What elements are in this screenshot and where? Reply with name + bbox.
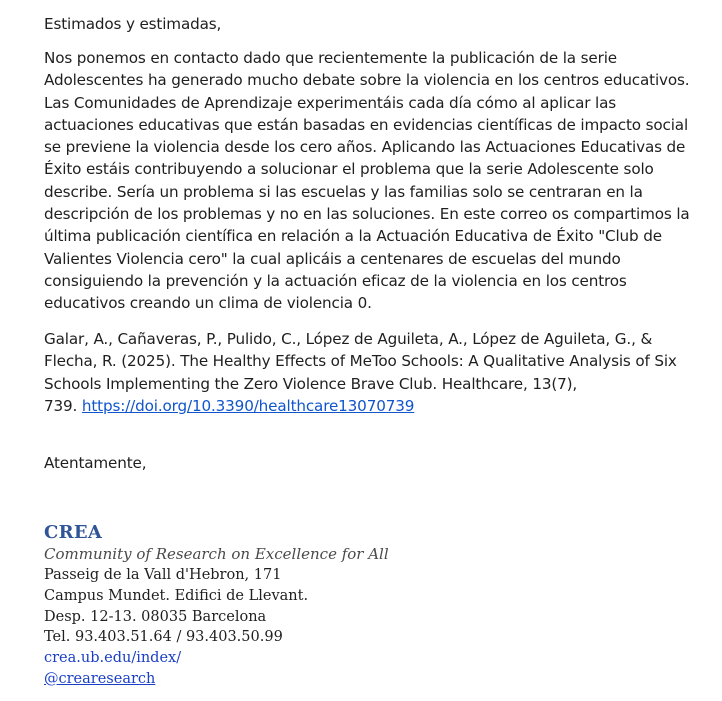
email-body [44, 47, 714, 315]
body-line: descripción de los problemas y no en las soluciones. En este correo os compartimos la [44, 205, 690, 224]
body-line: Éxito estáis contribuyendo a solucionar el problema que la serie Adolescente solo [44, 160, 654, 179]
signature-website-link[interactable]: crea.ub.edu/index/ [44, 650, 182, 667]
body-line: se previene la violencia desde los cero años. Aplicando las Actuaciones Educativas de [44, 138, 686, 157]
signature-address-line: Campus Mundet. Edifici de Llevant. [44, 587, 309, 604]
body-line: educativos creando un clima de violencia 0. [44, 294, 372, 313]
email-greeting: Estimados y estimadas, [44, 15, 222, 33]
email-signature [44, 522, 389, 690]
body-line: Nos ponemos en contacto dado que recientemente la publicación de la serie [44, 49, 617, 67]
signature-tagline: Community of Research on Excellence for All [44, 545, 389, 563]
body-line: Las Comunidades de Aprendizaje experimentáis cada día cómo al aplicar las [44, 93, 617, 112]
body-line: última publicación científica en relación a la Actuación Educativa de Éxito "Club de [44, 227, 662, 246]
signature-phone: Tel. 93.403.51.64 / 93.403.50.99 [44, 629, 283, 646]
body-line: Adolescentes ha generado mucho debate sobre la violencia en los centros educativos. [44, 71, 690, 90]
citation-line: Flecha, R. (2025). The Healthy Effects of MeToo Schools: A Qualitative Analysis of Six [44, 352, 677, 371]
body-line: consiguiendo la prevención y la actuación eficaz de la violencia en los centros [44, 271, 627, 290]
email-closing: Atentamente, [44, 454, 147, 472]
citation-line: Galar, A., Cañaveras, P., Pulido, C., López de Aguileta, A., López de Aguileta, G., & [44, 330, 653, 348]
citation-line-last [44, 395, 714, 417]
body-line: Valientes Violencia cero" la cual aplicáis a centenares de escuelas del mundo [44, 249, 621, 268]
signature-address-line: Desp. 12-13. 08035 Barcelona [44, 608, 267, 625]
citation-page: 739. [44, 396, 82, 415]
citation-reference [44, 328, 714, 417]
body-line: describe. Sería un problema si las escuelas y las familias solo se centraran en la [44, 182, 643, 201]
doi-link[interactable]: https://doi.org/10.3390/healthcare13070739 [81, 396, 415, 415]
body-line: actuaciones educativas que están basadas en evidencias científicas de impacto social [44, 115, 689, 134]
citation-line: Schools Implementing the Zero Violence Brave Club. Healthcare, 13(7), [44, 374, 578, 393]
signature-org: CREA [44, 522, 103, 543]
signature-social-link[interactable]: @crearesearch [44, 670, 156, 687]
signature-address-line: Passeig de la Vall d'Hebron, 171 [44, 567, 282, 583]
